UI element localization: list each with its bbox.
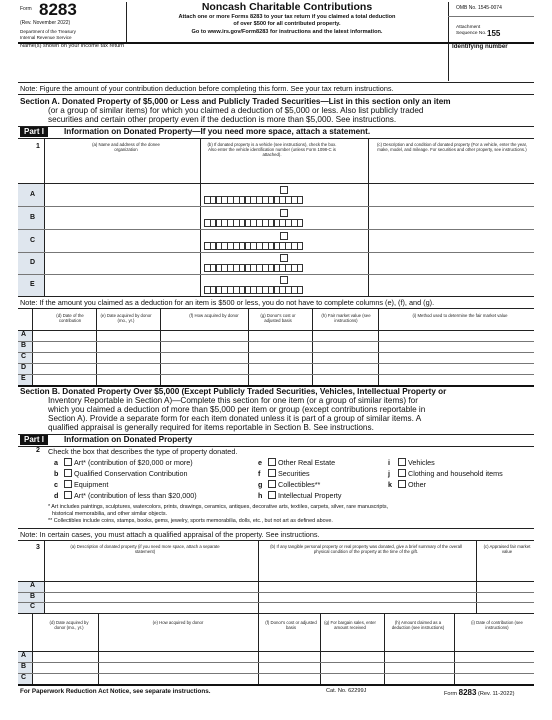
check-vehicles[interactable]: i Vehicles — [388, 458, 435, 467]
vehicle-checkbox[interactable] — [280, 209, 288, 217]
attachment-label: Attachment — [456, 25, 481, 30]
part-i-title: Information on Donated Property—If you need more space, attach a statement. — [64, 127, 371, 136]
vehicle-checkbox[interactable] — [280, 186, 288, 194]
form-title: Noncash Charitable Contributions — [201, 1, 373, 13]
col-i-header: (i) Method used to determine the fair market value — [412, 313, 508, 318]
section-a-text-2: (or a group of similar items) for which you claimed a deduction of $5,000 or less. Also list publicly traded — [48, 106, 424, 115]
row-label: E — [30, 281, 35, 288]
check-other[interactable]: k Other — [388, 480, 426, 489]
vin-boxes[interactable] — [204, 286, 303, 296]
row-label: C — [30, 603, 36, 610]
row-label: C — [21, 674, 27, 681]
row-label: B — [21, 342, 27, 349]
col-e-header: (e) Date acquired by donor (mo., yr.) — [100, 313, 152, 323]
sequence-number: 155 — [487, 29, 501, 38]
form-label: Form — [20, 6, 32, 12]
part-i-title-b: Information on Donated Property — [64, 435, 193, 444]
footnote-art-2: historical memorabilia, and other similar objects. — [52, 511, 168, 517]
row-label: A — [21, 652, 27, 659]
section-b-heading: Section B. Donated Property Over $5,000 (Except Publicly Traded Securities, Vehicles, Intellectual Property or — [20, 387, 447, 396]
part-i-label-b: Part I — [20, 435, 48, 445]
col-3c-header: (c) Appraised fair market value — [483, 544, 531, 554]
check-art-less-20000[interactable]: d Art* (contribution of less than $20,000) — [54, 491, 197, 500]
names-label: Name(s) shown on your income tax return — [20, 43, 125, 49]
sequence-label: Sequence No. — [456, 31, 487, 36]
donee-name-field[interactable] — [46, 254, 198, 273]
col-a-header: (a) Name and address of the donee organization — [92, 142, 160, 152]
section-b-text-4: Section A). Provide a separate form for each item donated unless it is part of a group of similar items. A — [48, 414, 422, 423]
vehicle-checkbox[interactable] — [280, 232, 288, 240]
description-field[interactable] — [370, 185, 532, 205]
row-label: B — [30, 214, 36, 221]
col-c-header: (c) Description and condition of donated property (For a vehicle, enter the year, make, model, and mileage. For securities and other property, see instructions.) — [377, 142, 527, 152]
col-g-header: (g) Donor's cost or adjusted basis — [260, 313, 296, 323]
identifying-number-field[interactable] — [450, 51, 532, 79]
check-conservation[interactable]: b Qualified Conservation Contribution — [54, 469, 188, 478]
row-label: B — [30, 593, 36, 600]
footnote-art-1: * Art includes paintings, sculptures, watercolors, prints, drawings, ceramics, antiques, decorative arts, textiles, carpets, silver, rare manuscripts, — [48, 504, 389, 510]
col-3d-header: (d) Date acquired by donor (mo., yr.) — [49, 620, 89, 630]
line-2-text: Check the box that describes the type of property donated. — [48, 447, 238, 456]
row-label: D — [30, 259, 36, 266]
description-field[interactable] — [370, 231, 532, 251]
vin-boxes[interactable] — [204, 219, 303, 229]
catalog-number: Cat. No. 62299J — [326, 688, 367, 694]
omb-number: OMB No. 1545-0074 — [456, 5, 502, 11]
top-note: Note: Figure the amount of your contribution deduction before completing this form. See your tax return instructions. — [20, 84, 394, 93]
footer-form-id: Form 8283 (Rev. 11-2022) — [444, 688, 515, 697]
donee-name-field[interactable] — [46, 276, 198, 295]
vin-boxes[interactable] — [204, 196, 303, 206]
check-securities[interactable]: f Securities — [258, 469, 310, 478]
col-f-header: (f) How acquired by donor — [189, 313, 239, 318]
row-label: E — [21, 375, 26, 382]
row-label: A — [21, 331, 27, 338]
description-field[interactable] — [370, 276, 532, 295]
col-3i-header: (i) Date of contribution (see instructions) — [471, 620, 523, 630]
col-3a-header: (a) Description of donated property (if you need more space, attach a separate statement) — [70, 544, 220, 554]
form-number: 8283 — [39, 0, 77, 19]
col-b-header: (b) If donated property is a vehicle (see instructions), check the box. Also enter the vehicle identification number (unless Form 1098-C is attached). — [207, 142, 337, 157]
col-3h-header: (h) Amount claimed as a deduction (see instructions) — [391, 620, 445, 630]
vin-boxes[interactable] — [204, 242, 303, 252]
check-other-real-estate[interactable]: e Other Real Estate — [258, 458, 336, 467]
dept-treasury: Department of the Treasury — [20, 29, 76, 34]
dept-irs: Internal Revenue Service — [20, 35, 72, 40]
subtitle-2: of over $500 for all contributed property. — [233, 20, 341, 27]
description-field[interactable] — [370, 208, 532, 228]
row-label: C — [21, 353, 27, 360]
check-collectibles[interactable]: g Collectibles** — [258, 480, 321, 489]
vin-boxes[interactable] — [204, 264, 303, 274]
check-intellectual-property[interactable]: h Intellectual Property — [258, 491, 342, 500]
part-i-label: Part I — [20, 127, 48, 137]
section-b-note: Note: In certain cases, you must attach a qualified appraisal of the property. See instructions. — [20, 530, 320, 539]
subtitle-1: Attach one or more Forms 8283 to your tax return if you claimed a total deduction — [178, 14, 396, 20]
section-b-text-2: Inventory Reportable in Section A)—Complete this section for one item (or a group of similar items) for — [48, 396, 418, 405]
row-label: C — [30, 237, 36, 244]
footnote-collectibles: ** Collectibles include coins, stamps, books, gems, jewelry, sports memorabilia, dolls, etc., but not art as defined above. — [48, 518, 333, 524]
donee-name-field[interactable] — [46, 231, 198, 251]
revision: (Rev. November 2022) — [20, 20, 71, 26]
section-b-text-5: qualified appraisal is generally required for items reportable in Section B. See instructions. — [48, 423, 374, 432]
row-label: A — [30, 582, 36, 589]
col-3b-header: (b) If any tangible personal property or real property was donated, give a brief summary of the overall physical condition of the property at the time of the gift. — [270, 544, 462, 554]
check-art-20000[interactable]: a Art* (contribution of $20,000 or more) — [54, 458, 193, 467]
section-a-text-3: securities and certain other property even if the deduction is more than $5,000. See instructions. — [48, 115, 397, 124]
name-field[interactable] — [22, 51, 442, 79]
section-b-text-3: which you claimed a deduction of more than $5,000 per item or group (except contributions reportable in — [48, 405, 426, 414]
col-3e-header: (e) How acquired by donor — [152, 620, 204, 625]
check-equipment[interactable]: c Equipment — [54, 480, 109, 489]
line-1-number: 1 — [36, 143, 40, 150]
vehicle-checkbox[interactable] — [280, 276, 288, 284]
donee-name-field[interactable] — [46, 208, 198, 228]
identifying-number-label: Identifying number — [452, 43, 508, 50]
row-label: B — [21, 663, 27, 670]
subtitle-3: Go to www.irs.gov/Form8283 for instructions and the latest information. — [191, 29, 383, 35]
col-h-header: (h) Fair market value (see instructions) — [321, 313, 371, 323]
check-clothing[interactable]: j Clothing and household items — [388, 469, 503, 478]
vehicle-checkbox[interactable] — [280, 254, 288, 262]
donee-name-field[interactable] — [46, 185, 198, 205]
paperwork-notice: For Paperwork Reduction Act Notice, see separate instructions. — [20, 688, 211, 695]
description-field[interactable] — [370, 254, 532, 273]
section-a-note: Note: If the amount you claimed as a deduction for an item is $500 or less, you do not have to complete columns (e), (f), and (g). — [20, 298, 435, 307]
col-3f-header: (f) Donor's cost or adjusted basis — [265, 620, 317, 630]
row-label: D — [21, 364, 27, 371]
line-2-number: 2 — [36, 447, 40, 454]
col-3g-header: (g) For bargain sales, enter amount received — [324, 620, 376, 630]
line-3-number: 3 — [36, 544, 40, 551]
section-a-heading: Section A. Donated Property of $5,000 or Less and Publicly Traded Securities—List in this section only an item — [20, 97, 451, 106]
row-label: A — [30, 191, 36, 198]
col-d-header: (d) Date of the contribution — [56, 313, 84, 323]
